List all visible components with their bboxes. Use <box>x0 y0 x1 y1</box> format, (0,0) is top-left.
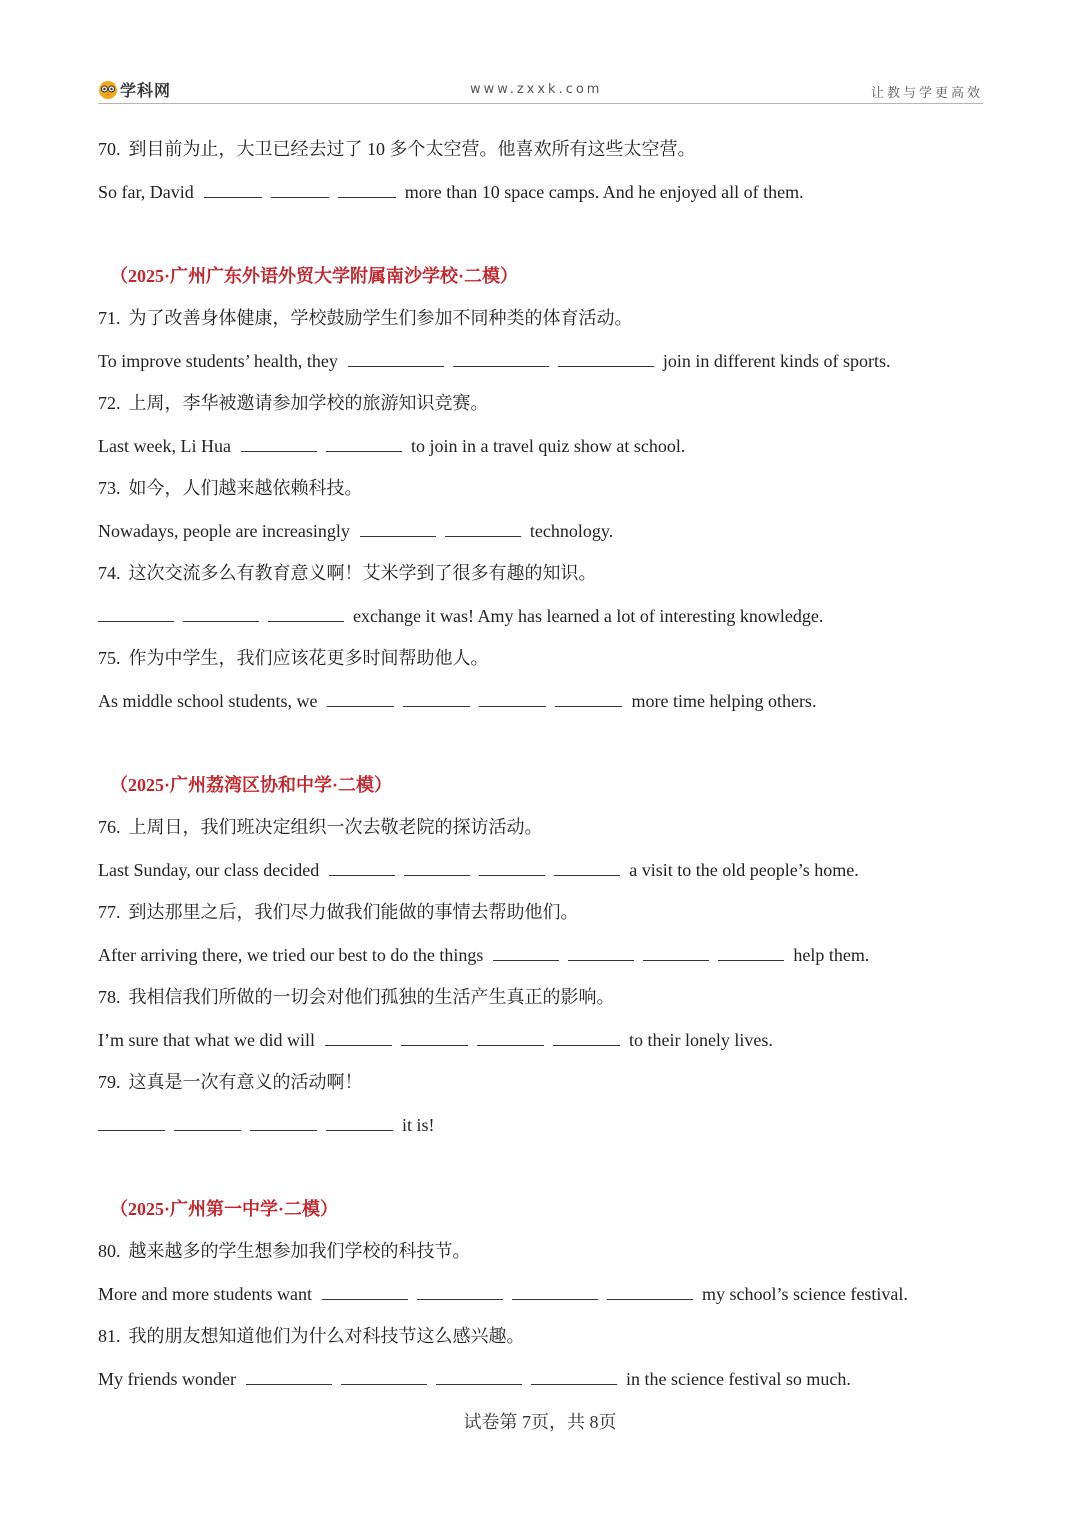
page-header <box>98 76 983 104</box>
section-gap <box>98 1150 988 1192</box>
answer-blank[interactable] <box>338 175 396 198</box>
site-url: www.zxxk.com <box>470 82 603 97</box>
english-suffix: more time helping others. <box>631 690 817 711</box>
english-suffix: exchange it was! Amy has learned a lot of interesting knowledge. <box>353 605 824 626</box>
answer-blank[interactable] <box>326 429 402 452</box>
answer-blank[interactable] <box>558 344 654 367</box>
question-chinese <box>98 471 988 514</box>
section-source: （2025·广州荔湾区协和中学·二模） <box>110 775 393 795</box>
answer-blank[interactable] <box>341 1362 427 1385</box>
answer-blank[interactable] <box>479 684 546 707</box>
answer-blank[interactable] <box>718 938 784 961</box>
section-source: （2025·广州广东外语外贸大学附属南沙学校·二模） <box>110 266 519 286</box>
question-chinese <box>98 132 988 175</box>
answer-blank[interactable] <box>268 599 344 622</box>
english-suffix: a visit to the old people’s home. <box>629 859 859 880</box>
question-english <box>98 938 988 981</box>
answer-blank[interactable] <box>326 1108 393 1131</box>
english-prefix: I’m sure that what we did will <box>98 1029 315 1050</box>
question-number: 72. <box>98 393 121 413</box>
question-english <box>98 1108 988 1151</box>
question-english <box>98 344 988 387</box>
chinese-sentence: 我的朋友想知道他们为什么对科技节这么感兴趣。 <box>128 1326 525 1346</box>
answer-blank[interactable] <box>329 853 395 876</box>
question-chinese <box>98 1234 988 1277</box>
question-number: 77. <box>98 902 121 922</box>
answer-blank[interactable] <box>493 938 559 961</box>
question-chinese <box>98 895 988 938</box>
header-slogan: 让教与学更高效 <box>870 86 983 101</box>
logo <box>98 78 171 101</box>
question-chinese <box>98 386 988 429</box>
english-suffix: in the science festival so much. <box>625 1368 851 1389</box>
question-number: 81. <box>98 1326 121 1346</box>
chinese-sentence: 到达那里之后，我们尽力做我们能做的事情去帮助他们。 <box>128 902 579 922</box>
answer-blank[interactable] <box>348 344 444 367</box>
question-chinese <box>98 1319 988 1362</box>
logo-text: 学科网 <box>120 81 172 100</box>
answer-blank[interactable] <box>327 684 394 707</box>
answer-blank[interactable] <box>174 1108 241 1131</box>
answer-blank[interactable] <box>417 1277 503 1300</box>
answer-blank[interactable] <box>555 684 622 707</box>
answer-blank[interactable] <box>98 599 174 622</box>
chinese-sentence: 如今，人们越来越依赖科技。 <box>128 478 363 498</box>
chinese-sentence: 这真是一次有意义的活动啊！ <box>128 1072 363 1092</box>
english-suffix: my school’s science festival. <box>701 1283 908 1304</box>
answer-blank[interactable] <box>479 853 545 876</box>
question-number: 78. <box>98 987 121 1007</box>
chinese-sentence: 越来越多的学生想参加我们学校的科技节。 <box>128 1241 471 1261</box>
chinese-sentence: 作为中学生，我们应该花更多时间帮助他人。 <box>128 648 489 668</box>
page-footer: 试卷第 7页，共 8页 <box>463 1412 617 1432</box>
english-prefix: Nowadays, people are increasingly <box>98 520 350 541</box>
section-gap <box>98 217 988 259</box>
english-suffix: help them. <box>793 944 870 965</box>
question-chinese <box>98 1065 988 1108</box>
chinese-sentence: 为了改善身体健康，学校鼓励学生们参加不同种类的体育活动。 <box>128 308 633 328</box>
answer-blank[interactable] <box>404 853 470 876</box>
chinese-sentence: 这次交流多么有教育意义啊！艾米学到了很多有趣的知识。 <box>128 563 597 583</box>
answer-blank[interactable] <box>445 514 521 537</box>
english-suffix: to join in a travel quiz show at school. <box>410 435 686 456</box>
question-number: 71. <box>98 308 121 328</box>
answer-blank[interactable] <box>250 1108 317 1131</box>
english-suffix: more than 10 space camps. And he enjoyed all of them. <box>404 181 804 202</box>
answer-blank[interactable] <box>531 1362 617 1385</box>
answer-blank[interactable] <box>401 1023 468 1046</box>
answer-blank[interactable] <box>553 1023 620 1046</box>
question-chinese <box>98 301 988 344</box>
question-number: 74. <box>98 563 121 583</box>
question-english <box>98 514 988 557</box>
english-prefix: My friends wonder <box>98 1368 236 1389</box>
answer-blank[interactable] <box>360 514 436 537</box>
question-english <box>98 429 988 472</box>
english-prefix: To improve students’ health, they <box>98 350 338 371</box>
chinese-sentence: 我相信我们所做的一切会对他们孤独的生活产生真正的影响。 <box>128 987 615 1007</box>
question-english <box>98 1362 988 1405</box>
question-number: 73. <box>98 478 121 498</box>
section-source: （2025·广州第一中学·二模） <box>110 1199 339 1219</box>
answer-blank[interactable] <box>436 1362 522 1385</box>
answer-blank[interactable] <box>453 344 549 367</box>
exercise-content <box>98 132 988 1404</box>
answer-blank[interactable] <box>183 599 259 622</box>
chinese-sentence: 上周日，我们班决定组织一次去敬老院的探访活动。 <box>128 817 543 837</box>
answer-blank[interactable] <box>98 1108 165 1131</box>
section-gap <box>98 726 988 768</box>
answer-blank[interactable] <box>607 1277 693 1300</box>
question-number: 76. <box>98 817 121 837</box>
english-prefix: As middle school students, we <box>98 690 318 711</box>
english-prefix: After arriving there, we tried our best to do the things <box>98 944 484 965</box>
answer-blank[interactable] <box>246 1362 332 1385</box>
answer-blank[interactable] <box>568 938 634 961</box>
answer-blank[interactable] <box>322 1277 408 1300</box>
answer-blank[interactable] <box>241 429 317 452</box>
english-suffix: it is! <box>402 1114 435 1135</box>
english-prefix: More and more students want <box>98 1283 312 1304</box>
question-english <box>98 1277 988 1320</box>
chinese-sentence: 到目前为止，大卫已经去过了 10 多个太空营。他喜欢所有这些太空营。 <box>128 139 696 159</box>
question-chinese <box>98 556 988 599</box>
english-prefix: Last Sunday, our class decided <box>98 859 320 880</box>
answer-blank[interactable] <box>554 853 620 876</box>
question-number: 79. <box>98 1072 121 1092</box>
owl-logo-icon <box>98 80 118 100</box>
answer-blank[interactable] <box>204 175 262 198</box>
answer-blank[interactable] <box>477 1023 544 1046</box>
english-suffix: to their lonely lives. <box>628 1029 773 1050</box>
chinese-sentence: 上周，李华被邀请参加学校的旅游知识竞赛。 <box>128 393 489 413</box>
question-english <box>98 175 988 218</box>
english-suffix: join in different kinds of sports. <box>662 350 891 371</box>
question-chinese <box>98 641 988 684</box>
english-prefix: Last week, Li Hua <box>98 435 231 456</box>
answer-blank[interactable] <box>643 938 709 961</box>
english-prefix: So far, David <box>98 181 194 202</box>
question-english <box>98 684 988 727</box>
answer-blank[interactable] <box>325 1023 392 1046</box>
english-suffix: technology. <box>529 520 614 541</box>
question-english <box>98 599 988 642</box>
question-english <box>98 1023 988 1066</box>
question-number: 70. <box>98 139 121 159</box>
answer-blank[interactable] <box>271 175 329 198</box>
answer-blank[interactable] <box>403 684 470 707</box>
question-number: 80. <box>98 1241 121 1261</box>
question-number: 75. <box>98 648 121 668</box>
answer-blank[interactable] <box>512 1277 598 1300</box>
question-english <box>98 853 988 896</box>
question-chinese <box>98 810 988 853</box>
question-chinese <box>98 980 988 1023</box>
